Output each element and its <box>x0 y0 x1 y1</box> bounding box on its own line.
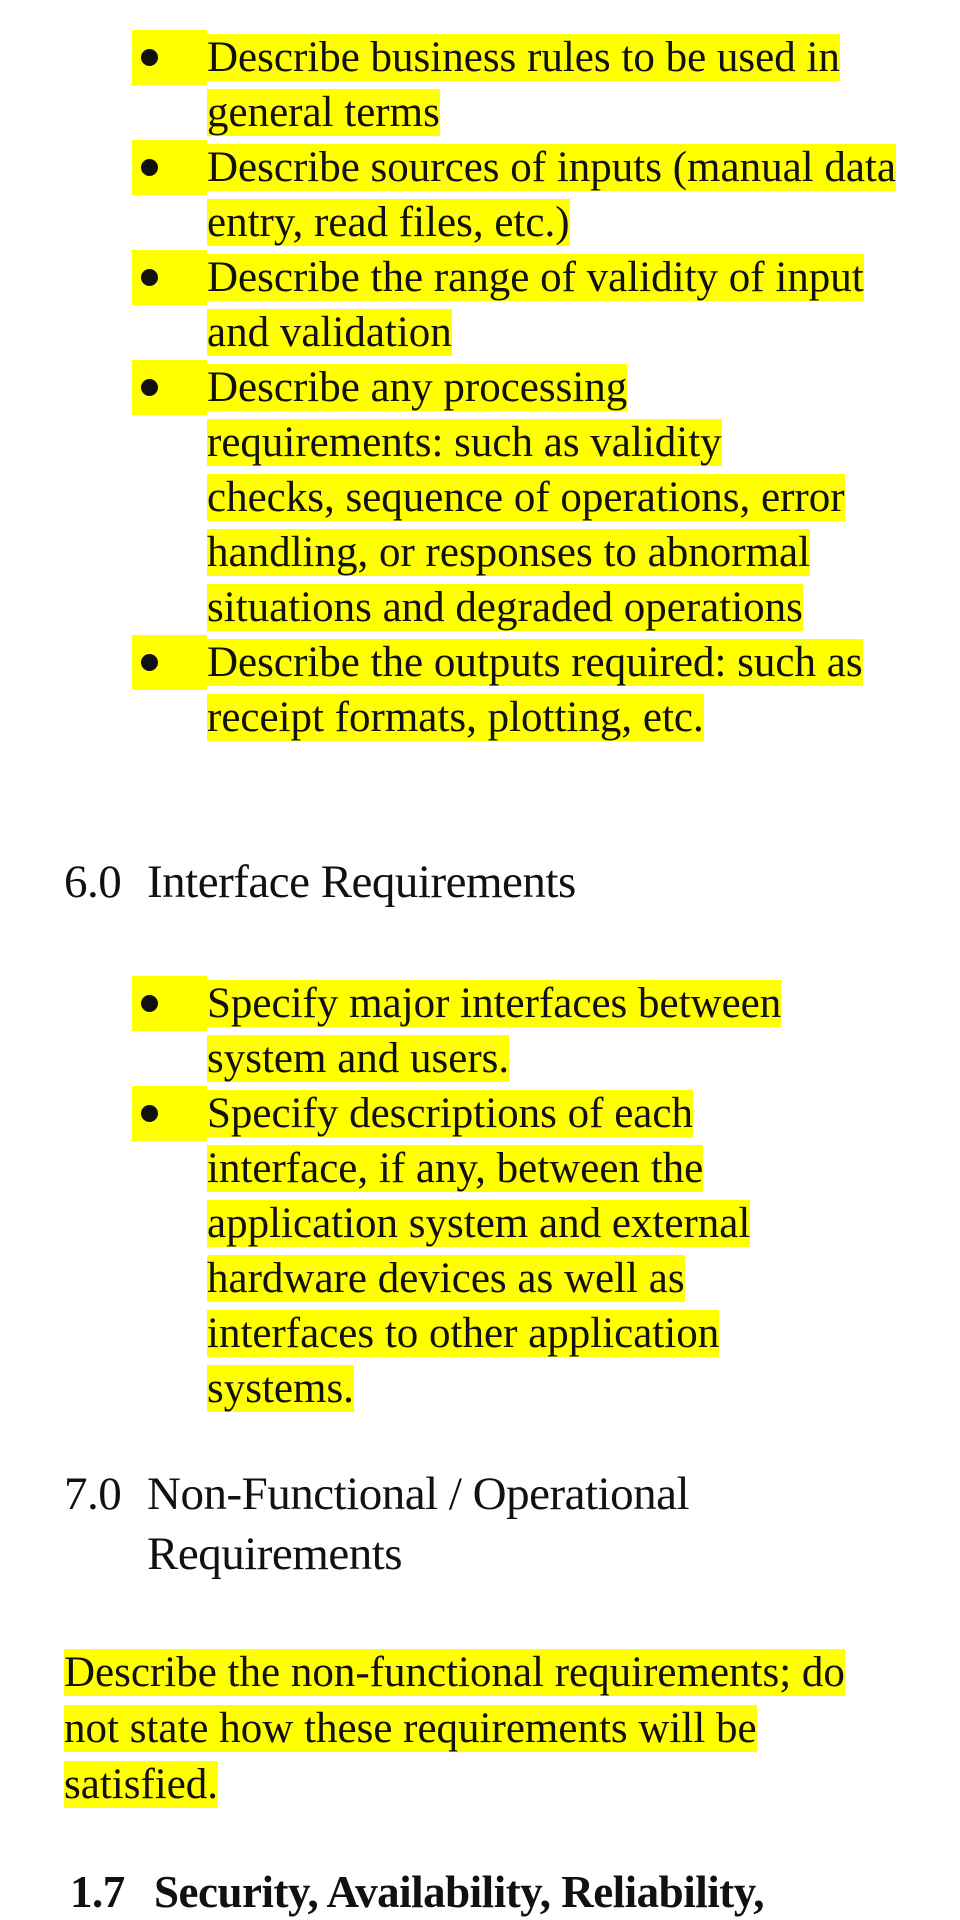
list-item <box>0 360 857 635</box>
bullet-icon <box>132 30 207 85</box>
list-item-text: Specify major interfaces between system and users. <box>207 980 782 1082</box>
section-heading-non-functional-requirements <box>64 1464 807 1584</box>
requirements-bullet-list <box>0 30 907 745</box>
subsection-number: 1.7 <box>70 1867 125 1917</box>
bullet-icon <box>132 976 207 1031</box>
bullet-icon <box>132 360 207 415</box>
paragraph-text: Describe the non-functional requirements; do not state how these requirements will be satisfied. <box>64 1649 845 1808</box>
bullet-icon <box>132 140 207 195</box>
section-heading-interface-requirements <box>64 852 867 912</box>
section-number: 6.0 <box>64 856 122 908</box>
subsection-title: Security, Availability, Reliability, <box>154 1867 764 1917</box>
list-item-text: Describe any processing requirements: such as validity checks, sequence of operations, error handling, or responses to abnormal situations and degraded operations <box>207 364 845 631</box>
bullet-icon <box>132 1086 207 1141</box>
list-item <box>0 140 907 250</box>
list-item-text: Describe sources of inputs (manual data entry, read files, etc.) <box>207 144 896 246</box>
section-title: Non-Functional / Operational Requirements <box>147 1468 690 1580</box>
list-item-text: Specify descriptions of each interface, if any, between the application system and external hardware devices as well as interfaces to other application systems. <box>207 1090 751 1412</box>
list-item-text: Describe the outputs required: such as receipt formats, plotting, etc. <box>207 639 863 741</box>
non-functional-description <box>64 1645 904 1813</box>
list-item <box>0 250 907 360</box>
bullet-icon <box>132 250 207 305</box>
interface-bullet-list <box>0 976 907 1416</box>
section-number: 7.0 <box>64 1468 122 1520</box>
list-item-text: Describe business rules to be used in general terms <box>207 34 840 136</box>
list-item <box>0 30 907 140</box>
list-item <box>0 976 907 1086</box>
bullet-icon <box>132 635 207 690</box>
section-title: Interface Requirements <box>147 856 576 908</box>
list-item <box>0 635 907 745</box>
list-item <box>0 1086 837 1416</box>
list-item-text: Describe the range of validity of input and validation <box>207 254 864 356</box>
subsection-heading-security <box>70 1864 764 1920</box>
